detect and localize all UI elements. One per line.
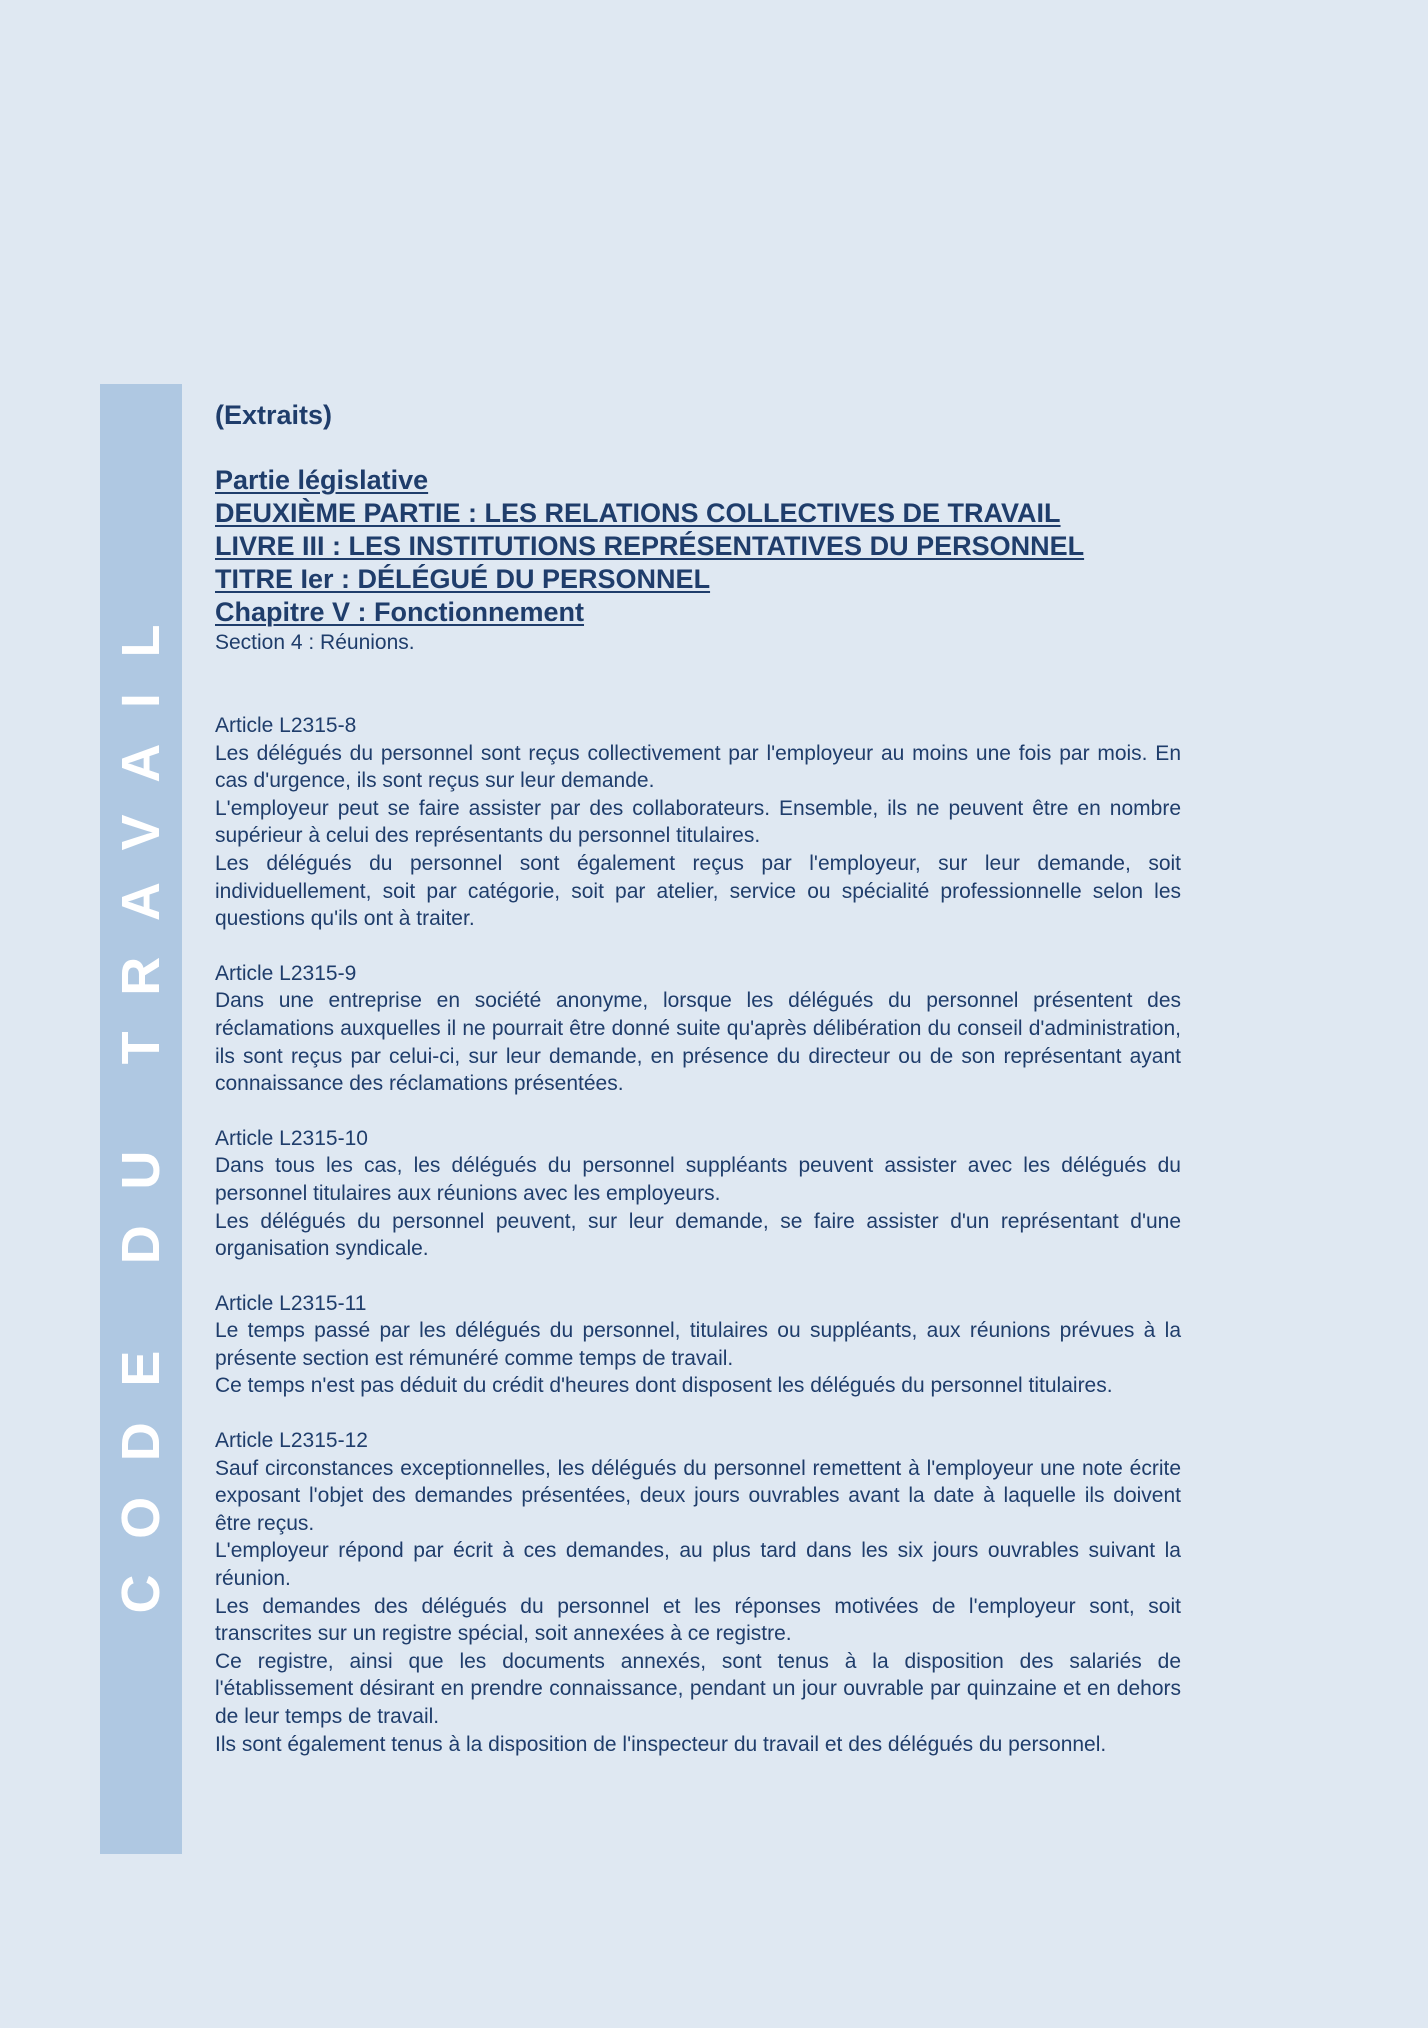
articles-list — [215, 712, 1181, 1758]
article-l2315-11 — [215, 1290, 1181, 1400]
document-body — [215, 398, 1181, 1785]
article-paragraph: Les délégués du personnel sont reçus collectivement par l'employeur au moins une fois par mois. En cas d'urgence, ils sont reçus sur leur demande. — [215, 741, 1181, 793]
article-title: Article L2315-12 — [215, 1429, 368, 1453]
document-headings — [215, 464, 1181, 657]
sidebar-band — [100, 384, 182, 1854]
heading-deuxieme-partie: DEUXIÈME PARTIE : LES RELATIONS COLLECTIVES DE TRAVAIL — [215, 498, 1061, 528]
article-paragraph: Les délégués du personnel peuvent, sur leur demande, se faire assister d'un représentant d'une organisation syndicale. — [215, 1209, 1181, 1261]
heading-chapitre: Chapitre V : Fonctionnement — [215, 597, 585, 627]
heading-partie: Partie législative — [215, 465, 429, 495]
article-title: Article L2315-11 — [215, 1291, 367, 1315]
section-label: Section 4 : Réunions. — [215, 631, 415, 654]
article-paragraph: L'employeur répond par écrit à ces demandes, au plus tard dans les six jours ouvrables suivant la réunion. — [215, 1539, 1181, 1591]
article-paragraph: Les délégués du personnel sont également reçus par l'employeur, sur leur demande, soit individuellement, soit par catégorie, soit par atelier, service ou spécialité professionnelle selon les questions qu'ils ont à traiter. — [215, 851, 1181, 931]
article-paragraph: L'employeur peut se faire assister par des collaborateurs. Ensemble, ils ne peuvent être en nombre supérieur à celui des représentants du personnel titulaires. — [215, 796, 1181, 848]
article-paragraph: Dans tous les cas, les délégués du personnel suppléants peuvent assister avec les délégués du personnel titulaires aux réunions avec les employeurs. — [215, 1154, 1181, 1205]
article-paragraph: Sauf circonstances exceptionnelles, les délégués du personnel remettent à l'employeur une note écrite exposant l'objet des demandes présentées, deux jours ouvrables avant la date à laquelle ils doivent être reçus. — [215, 1456, 1181, 1535]
article-title: Article L2315-10 — [215, 1126, 368, 1150]
article-l2315-9 — [215, 960, 1181, 1098]
article-paragraph: Ce temps n'est pas déduit du crédit d'heures dont disposent les délégués du personnel titulaires. — [215, 1374, 1113, 1398]
article-paragraph: Le temps passé par les délégués du personnel, titulaires ou suppléants, aux réunions prévues à la présente section est rémunéré comme temps de travail. — [215, 1319, 1181, 1370]
article-l2315-8 — [215, 712, 1181, 933]
heading-titre: TITRE Ier : DÉLÉGUÉ DU PERSONNEL — [215, 564, 711, 594]
article-title: Article L2315-9 — [215, 961, 357, 985]
article-paragraph: Ils sont également tenus à la disposition de l'inspecteur du travail et des délégués du personnel. — [215, 1732, 1107, 1756]
heading-livre: LIVRE III : LES INSTITUTIONS REPRÉSENTATIVES DU PERSONNEL — [215, 531, 1085, 561]
article-paragraph: Les demandes des délégués du personnel et les réponses motivées de l'employeur sont, soit transcrites sur un registre spécial, soit annexées à ce registre. — [215, 1594, 1181, 1646]
article-l2315-10 — [215, 1125, 1181, 1263]
extraits-label: (Extraits) — [215, 400, 333, 430]
article-title: Article L2315-8 — [215, 714, 357, 737]
article-paragraph: Dans une entreprise en société anonyme, lorsque les délégués du personnel présentent des réclamations auxquelles il ne pourrait être donné suite qu'après délibération du conseil d'administration, ils sont reçus par celui-ci, sur leur demande, en présence du directeur ou de son représentant ayant connaissance des réclamations présentées. — [215, 989, 1181, 1096]
article-l2315-12 — [215, 1427, 1181, 1758]
sidebar-title: CODE DU TRAVAIL — [111, 588, 171, 1614]
article-paragraph: Ce registre, ainsi que les documents annexés, sont tenus à la disposition des salariés de l'établissement désirant en prendre connaissance, pendant un jour ouvrable par quinzaine et en dehors de leur temps de travail. — [215, 1649, 1181, 1728]
